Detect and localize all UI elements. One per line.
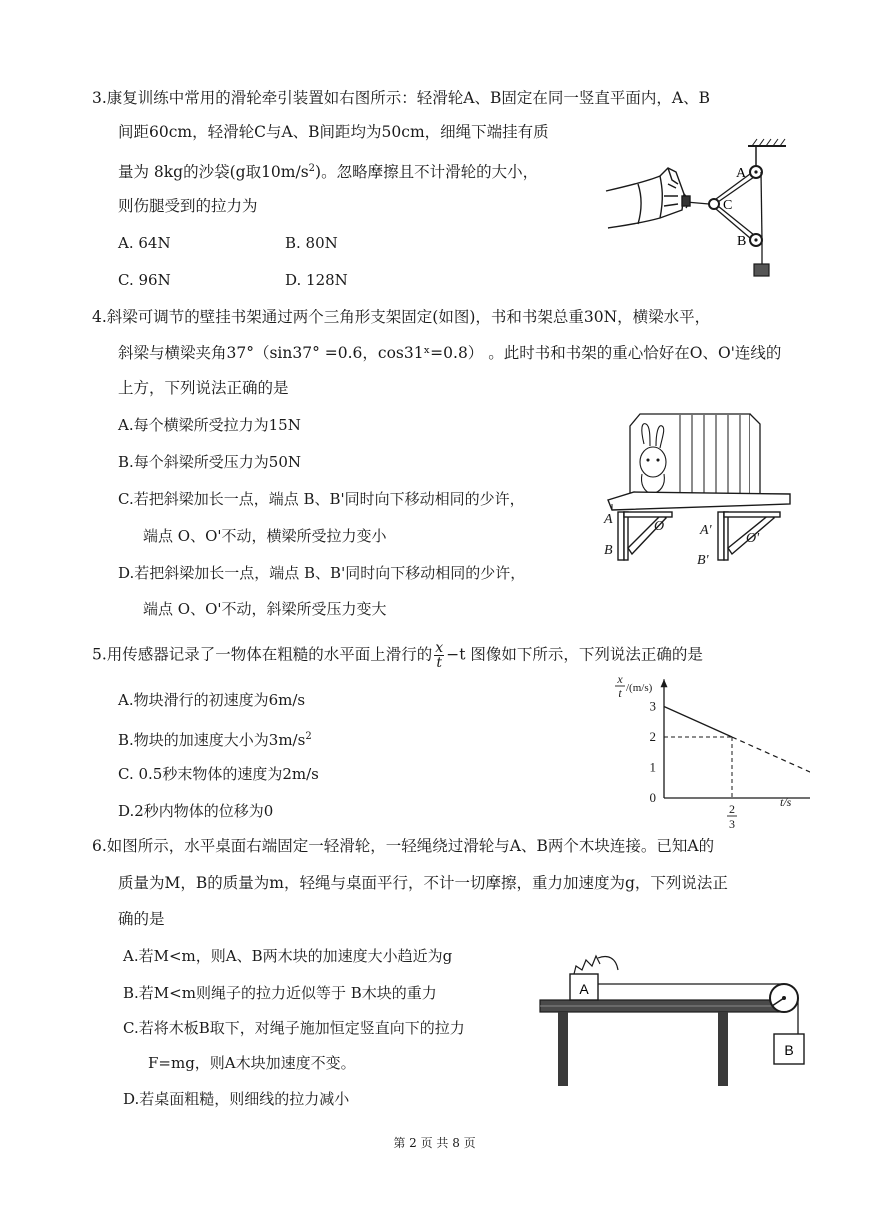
x-over-t-vs-t-chart [610, 672, 810, 834]
label-a-prime: A' [700, 523, 712, 538]
y-tick-label: 3 [649, 698, 656, 714]
injured-leg-drawing [606, 168, 690, 228]
q3-line1: 3.康复训练中常用的滑轮牵引装置如右图所示：轻滑轮A、B固定在同一竖直平面内，A、B [92, 89, 710, 107]
q3-option-c: C. 96N [118, 271, 171, 289]
x-tick-denominator: 3 [729, 817, 736, 831]
bookshelf-figure [600, 408, 800, 578]
y-tick-label: 2 [649, 729, 656, 744]
sandbag [754, 264, 769, 276]
pulley-traction-figure [598, 136, 798, 286]
y-tick-label: 1 [649, 759, 656, 775]
q6-option-b: B.若M<m则绳子的拉力近似等于 B木块的重力 [123, 984, 437, 1002]
block-a-scribble [574, 956, 618, 974]
q4-option-d-cont: 端点 O、O'不动，斜梁所受压力变大 [143, 600, 387, 618]
q6-line1: 6.如图所示，水平桌面右端固定一轻滑轮，一轻绳绕过滑轮与A、B两个木块连接。已知A的 [92, 837, 715, 855]
q6-line2: 质量为M，B的质量为m，轻绳与桌面平行，不计一切摩擦，重力加速度为g，下列说法正 [118, 874, 728, 892]
q6-option-a: A.若M<m，则A、B两木块的加速度大小趋近为g [123, 947, 453, 965]
x-tick-numerator: 2 [729, 802, 736, 816]
y-label-numerator: x [617, 672, 623, 686]
q3-option-a: A. 64N [118, 234, 171, 252]
q3-line3: 量为 8kg的沙袋(g取$10m/s^2$)。忽略摩擦且不计滑轮的大小， [118, 163, 539, 182]
q6-option-c: C.若将木板B取下，对绳子施加恒定竖直向下的拉力 [123, 1019, 465, 1037]
q4-line2: 斜梁与横梁夹角37°（sin37° =0.6，cos31ˣ=0.8） 。此时书和书架的重心恰好在O、O'连线的 [118, 344, 782, 362]
q3-option-d: D. 128N [285, 271, 348, 289]
q4-option-d: D.若把斜梁加长一点，端点 B、B'同时向下移动相同的少许， [118, 564, 526, 582]
q5-option-c: C. 0.5秒末物体的速度为2m/s [118, 765, 319, 783]
y-label-unit: /(m/s) [626, 682, 653, 694]
q4-line1: 4.斜梁可调节的壁挂书架通过两个三角形支架固定(如图)，书和书架总重30N，横梁水平， [92, 308, 711, 326]
x-axis-label: t/s [780, 795, 792, 809]
label-c: C [723, 198, 733, 213]
q4-option-b: B.每个斜梁所受压力为50N [118, 453, 302, 471]
x-over-t-fraction: $\frac{x}{t}$ [435, 640, 444, 671]
page-footer: 第 2 页 共 8 页 [393, 1136, 476, 1150]
q4-line3: 上方，下列说法正确的是 [118, 379, 289, 397]
label-o: O [654, 519, 665, 534]
label-a: A [604, 512, 613, 527]
q3-line4: 则伤腿受到的拉力为 [118, 197, 258, 215]
label-b-prime: B' [697, 553, 709, 568]
label-o-prime: O' [746, 531, 760, 546]
y-axis-arrow [661, 679, 668, 687]
label-a: A [579, 981, 589, 997]
q6-option-d: D.若桌面粗糙，则细线的拉力减小 [123, 1090, 350, 1108]
y-label-denominator: t [618, 686, 622, 700]
data-line-solid [664, 707, 732, 738]
q5-option-b: B.物块的加速度大小为$3m/s^2$ [118, 731, 312, 749]
label-b: B [604, 543, 613, 558]
label-b: B [784, 1042, 794, 1058]
q4-option-c-cont: 端点 O、O'不动，横梁所受拉力变小 [143, 527, 387, 545]
q5-option-a: A.物块滑行的初速度为6m/s [118, 691, 306, 709]
pulley-c [709, 199, 719, 209]
table-leg-left [558, 1012, 568, 1086]
label-a: A [736, 166, 747, 181]
label-b: B [737, 234, 747, 249]
q4-option-a: A.每个横梁所受拉力为15N [118, 416, 301, 434]
q3-option-b: B. 80N [285, 234, 338, 252]
q5-line1: 5.用传感器记录了一物体在粗糙的水平面上滑行的 $\frac{x}{t}$ −t 图像如下所示，下列说法正确的是 [92, 640, 703, 671]
table-leg-right [718, 1012, 728, 1086]
q3-line2: 间距60cm，轻滑轮C与A、B间距均为50cm，细绳下端挂有质 [118, 123, 549, 141]
data-line-dashed [732, 737, 810, 798]
q6-option-c-cont: F=mg，则A木块加速度不变。 [148, 1054, 356, 1072]
q4-option-c: C.若把斜梁加长一点，端点 B、B'同时向下移动相同的少许， [118, 490, 525, 508]
table-pulley-figure [536, 946, 826, 1092]
y-tick-label: 0 [649, 790, 656, 805]
q5-option-d: D.2秒内物体的位移为0 [118, 802, 274, 820]
q6-line3: 确的是 [118, 910, 165, 928]
